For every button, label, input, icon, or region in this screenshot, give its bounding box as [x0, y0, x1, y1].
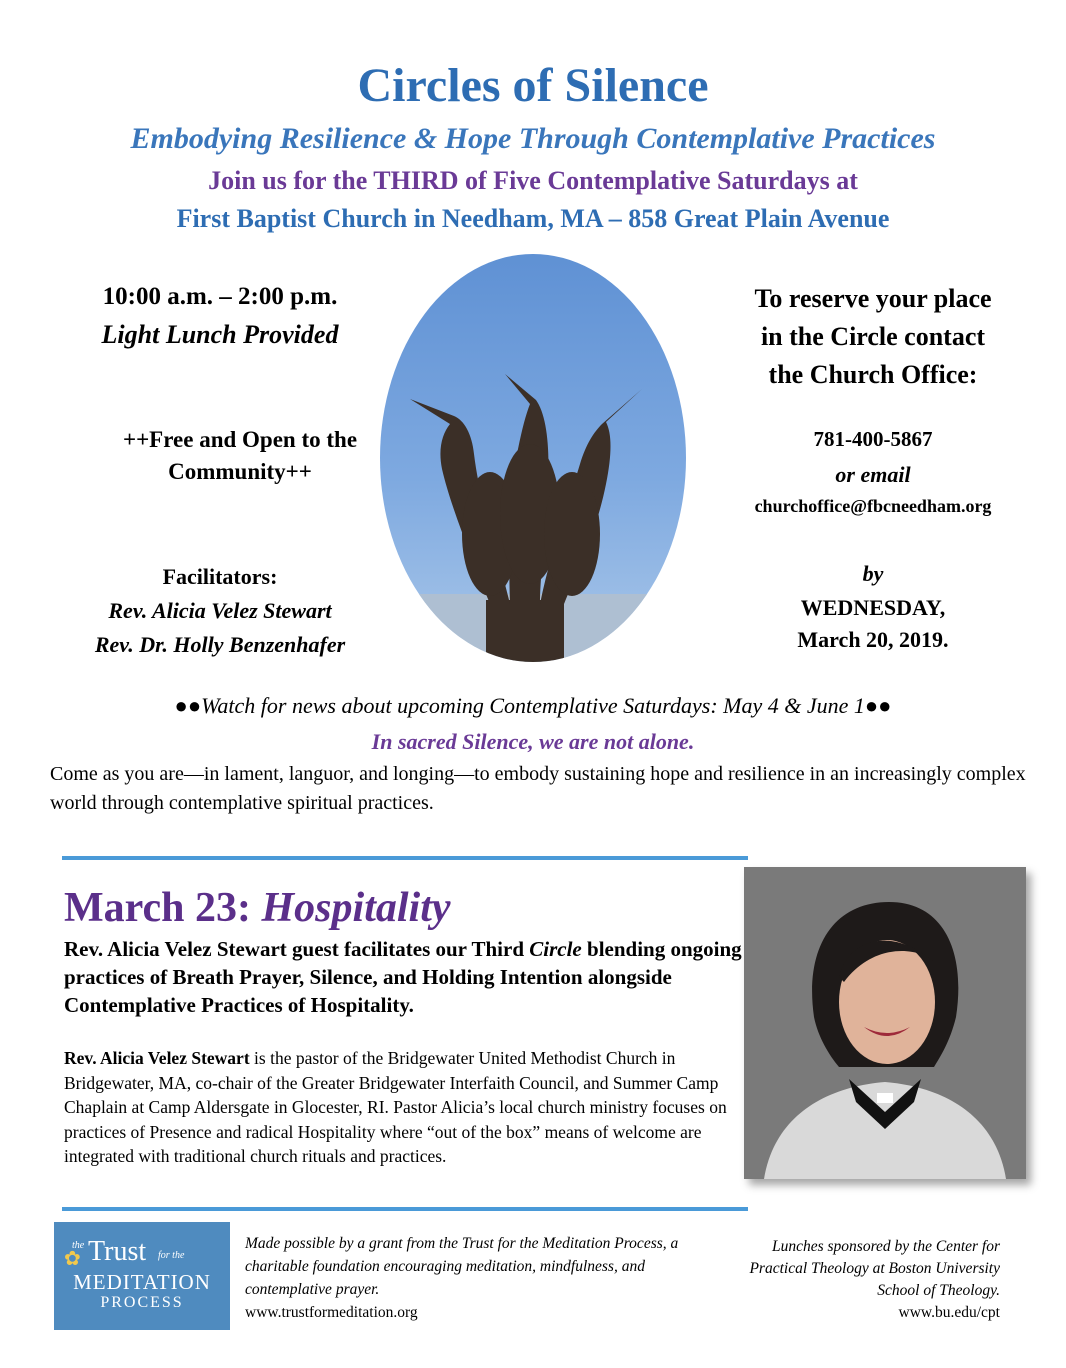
portrait-illustration: [744, 867, 1026, 1179]
reserve-line-1: To reserve your place: [754, 284, 992, 313]
lead-circle: Circle: [529, 937, 582, 961]
phone-number: 781-400-5867: [813, 427, 933, 451]
lunch-note: Light Lunch Provided: [101, 320, 339, 349]
logo-for-the: for the: [158, 1250, 185, 1261]
lead-part-2: blending ongoing practices of Breath Prayer, Silence, and Holding Intention alongside Contemplative Practices of Hospitality.: [64, 937, 742, 1017]
lunches-text: Lunches sponsored by the Center for Practical Theology at Boston University School of Theology.: [749, 1238, 1000, 1299]
session-heading: [64, 884, 451, 932]
facilitator-bio: [64, 1046, 744, 1169]
facilitator-portrait: [744, 867, 1026, 1179]
or-email-label: or email: [835, 462, 911, 487]
facilitators-block: [40, 560, 400, 662]
facilitators-label: Facilitators:: [162, 564, 278, 589]
heron-sculpture-illustration: [380, 254, 686, 662]
lunches-url[interactable]: www.bu.edu/cpt: [898, 1304, 1000, 1321]
page-subtitle: Embodying Resilience & Hope Through Contemplative Practices: [130, 122, 936, 155]
bio-name: Rev. Alicia Velez Stewart: [64, 1048, 250, 1068]
lead-part-1: Rev. Alicia Velez Stewart guest facilitates our Third: [64, 937, 525, 961]
session-theme: Hospitality: [261, 885, 451, 931]
reserve-line-2: in the Circle contact: [760, 322, 986, 351]
reserve-instructions: [700, 280, 1046, 394]
logo-process: PROCESS: [100, 1294, 184, 1311]
email-address[interactable]: churchoffice@fbcneedham.org: [754, 496, 992, 516]
trust-meditation-logo: [54, 1222, 230, 1330]
flower-icon: ✿: [64, 1248, 81, 1270]
facilitator-1: Rev. Alicia Velez Stewart: [108, 598, 332, 623]
free-line-1: ++Free and Open to the: [122, 427, 358, 452]
reserve-line-3: the Church Office:: [768, 360, 978, 389]
invitation-paragraph: Come as you are—in lament, languor, and longing—to embody sustaining hope and resilience in an increasingly complex world through contemplative spiritual practices.: [50, 763, 1026, 814]
deadline-day: WEDNESDAY,: [800, 595, 946, 620]
logo-meditation: MEDITATION: [73, 1270, 211, 1294]
session-date: March 23:: [64, 885, 252, 931]
logo-trust: Trust: [88, 1236, 147, 1267]
by-label: by: [862, 561, 884, 586]
free-open-note: [90, 424, 390, 488]
heron-sculpture-photo: [380, 254, 686, 662]
join-line-1: Join us for the THIRD of Five Contemplative Saturdays at: [208, 166, 858, 195]
session-lead: [64, 935, 744, 1019]
grant-url[interactable]: www.trustformeditation.org: [245, 1304, 418, 1321]
free-line-2: Community++: [168, 459, 312, 484]
upcoming-dates-note: ●●Watch for news about upcoming Contemplative Saturdays: May 4 & June 1●●: [174, 693, 892, 718]
deadline: [700, 592, 1046, 656]
logo-the: the: [72, 1240, 85, 1251]
bio-text: is the pastor of the Bridgewater United Methodist Church in Bridgewater, MA, co-chair of the Greater Bridgewater Interfaith Council, and Summer Camp Chaplain at Camp Aldersgate in Glocester, RI. Pastor Alicia’s local church ministry focuses on practices of Presence and radical Hospitality where “out of the box” means of welcome are integrated with traditional church rituals and practices.: [64, 1048, 727, 1166]
page-title: Circles of Silence: [357, 59, 709, 112]
sacred-silence-tagline: In sacred Silence, we are not alone.: [371, 729, 695, 754]
facilitator-2: Rev. Dr. Holly Benzenhafer: [94, 632, 346, 657]
join-line-2: First Baptist Church in Needham, MA – 858 Great Plain Avenue: [176, 204, 890, 233]
event-time: 10:00 a.m. – 2:00 p.m.: [102, 283, 338, 310]
lunch-sponsor-credit: [720, 1236, 1000, 1324]
grant-credit: [245, 1232, 685, 1324]
grant-text: Made possible by a grant from the Trust for the Meditation Process, a charitable foundation encouraging meditation, mindfulness, and contemplative prayer.: [245, 1235, 679, 1298]
divider-top: [62, 856, 748, 860]
divider-bottom: [62, 1207, 748, 1211]
deadline-date: March 20, 2019.: [797, 627, 949, 652]
